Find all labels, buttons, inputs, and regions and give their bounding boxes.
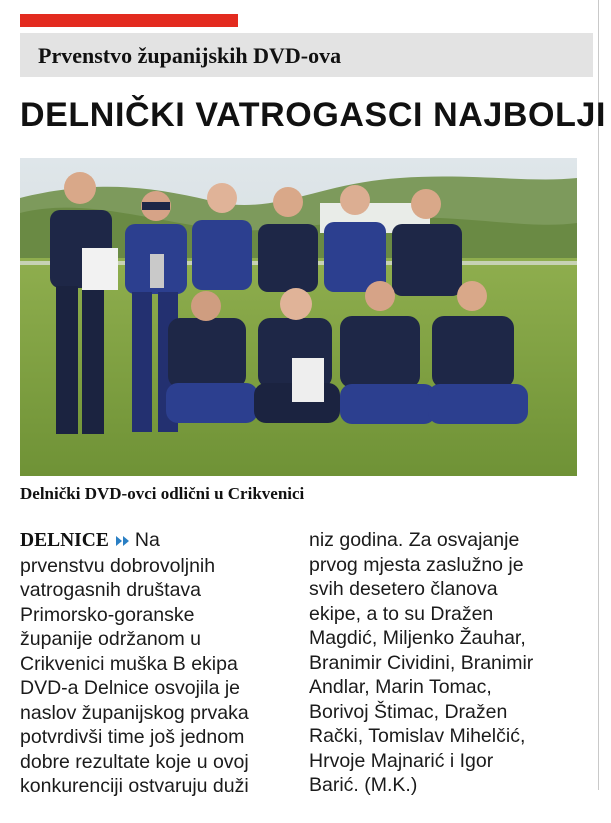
article-body-column-1 [20,528,300,799]
body-line: Rački, Tomislav Mihelčić, [309,725,526,747]
body-line: prvog mjesta zaslužno je [309,553,524,576]
body-line: prvenstvu dobrovoljnih [20,554,216,577]
body-line: Na [134,529,160,551]
photo-caption: Delnički DVD-ovci odlični u Crikvenici [20,484,305,503]
body-line: konkurenciji ostvaruju duži [20,775,249,797]
body-line: naslov županijskog prvaka [20,701,249,724]
body-first-line [20,528,300,554]
body-line: dobre rezultate koje u ovoj [20,750,249,773]
body-line: Andlar, Marin Tomac, [309,676,492,698]
article-photo [20,158,577,476]
body-line: Primorsko-goranske [20,603,195,626]
body-line: svih desetero članova [309,578,498,600]
body-line: Branimir Cividini, Branimir [309,651,534,674]
body-line: Borivoj Štimac, Dražen [309,700,508,723]
body-line: Crikvenici muška B ekipa [20,652,238,675]
body-line: vatrogasnih društava [20,579,202,601]
article-body-column-2 [309,528,589,798]
body-line: niz godina. Za osvajanje [309,529,520,551]
body-line: Barić. (M.K.) [309,774,418,796]
body-line: Hrvoje Majnarić i Igor [309,749,494,772]
article-headline: DELNIČKI VATROGASCI NAJBOLJI [20,96,607,134]
article-dateline: DELNICE [20,530,109,551]
body-line: potvrdivši time još jednom [20,726,245,748]
section-accent-bar [20,14,238,27]
body-line: ekipe, a to su Dražen [309,602,494,625]
body-line: Magdić, Miljenko Žauhar, [309,627,526,649]
double-chevron-right-icon [115,529,131,554]
body-line: DVD-a Delnice osvojila je [20,677,241,699]
body-line: županije održanom u [20,628,202,650]
section-kicker: Prvenstvo županijskih DVD-ova [38,43,342,68]
